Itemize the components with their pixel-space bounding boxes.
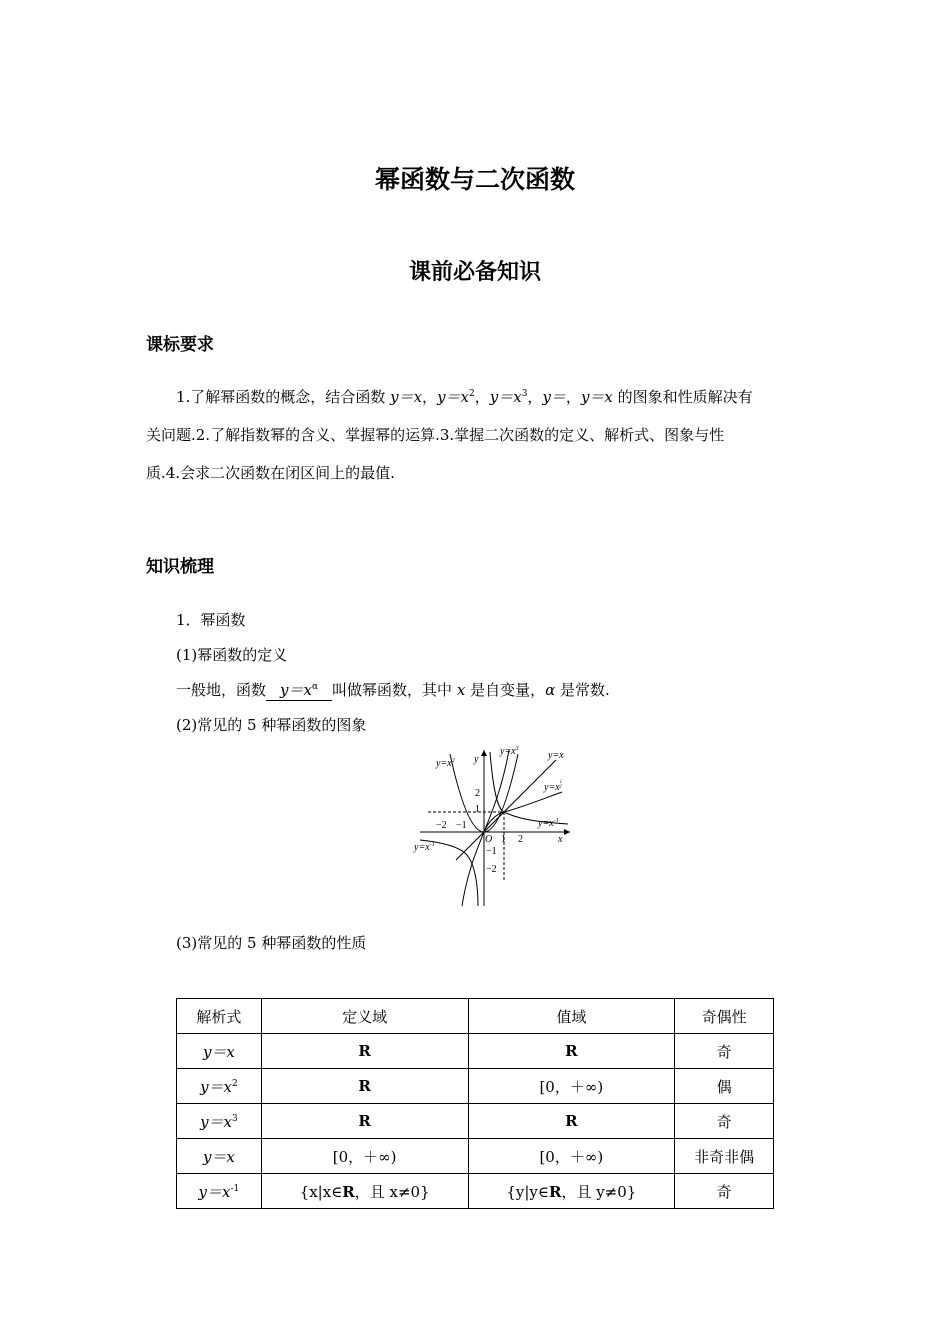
formula-text: y＝x: [200, 1112, 233, 1131]
def-x: x: [456, 681, 466, 699]
table-row: [177, 1104, 774, 1139]
tick-x-1: 1: [501, 834, 506, 845]
formula-text: y＝x: [198, 1182, 231, 1201]
header-parity: 奇偶性: [675, 999, 774, 1034]
tick-x-2: 2: [518, 834, 523, 845]
cell-domain: [0，＋∞): [261, 1139, 468, 1174]
cell-range: [468, 1174, 675, 1209]
cell-parity: 偶: [675, 1069, 774, 1104]
cell-range: [0，＋∞): [468, 1139, 675, 1174]
cell-formula: [177, 1174, 262, 1209]
req-f2-exp: 2: [469, 389, 475, 399]
requirements-line-3: 质.4.会求二次函数在闭区间上的最值.: [146, 464, 395, 482]
label-y-sqrt: $y=x^1$ 2: [544, 780, 563, 793]
requirements-line-2: 关问题.2.了解指数幂的含义、掌握幂的运算.3.掌握二次函数的定义、解析式、图象与性: [146, 426, 725, 444]
def-formula-exp: α: [311, 682, 319, 692]
def-formula: y＝x: [280, 681, 312, 699]
tick-y-neg2: −2: [486, 864, 497, 875]
label-x-axis: x: [558, 834, 563, 845]
definition-heading: (1)幂函数的定义: [176, 646, 288, 664]
req-f4: y＝: [542, 388, 566, 406]
req-f1: y＝x: [390, 388, 423, 406]
label-y-x3: $y=x^3$: [500, 746, 519, 757]
x-axis-arrow: [564, 829, 570, 835]
cell-parity: 奇: [675, 1174, 774, 1209]
table-header-row: [177, 999, 774, 1034]
tick-x-neg2: −2: [436, 820, 447, 831]
formula-exp: 2: [232, 1078, 238, 1089]
domain-part-a: {x|x∈: [299, 1182, 343, 1201]
curve-y-x: [456, 760, 556, 860]
formula-exp: 3: [232, 1113, 238, 1124]
range-part-a: {y|y∈: [506, 1182, 549, 1201]
formula-text: y＝x: [202, 1147, 235, 1166]
heading-knowledge-review: 知识梳理: [146, 557, 214, 577]
domain-part-b: R: [342, 1182, 355, 1201]
document-title: 幂函数与二次函数: [374, 165, 575, 194]
formula-exp: -1: [230, 1183, 240, 1194]
label-y-inv-left: $y=x^{-1}$: [414, 842, 435, 853]
heading-course-requirements: 课标要求: [146, 335, 214, 355]
formula-text: y＝x: [200, 1077, 233, 1096]
req-sep3: ，: [527, 388, 543, 406]
def-formula-blank: [266, 679, 332, 701]
table-row: [177, 1139, 774, 1174]
cell-parity: 奇: [675, 1104, 774, 1139]
requirements-paragraph: [146, 378, 808, 492]
tick-x-neg1: −1: [456, 820, 467, 831]
range-part-c: ，且 y≠0}: [561, 1182, 637, 1201]
section-subtitle: 课前必备知识: [408, 259, 541, 285]
req-intro: 1.了解幂函数的概念，结合函数: [176, 388, 386, 406]
label-y-inv-right: $y=x^{-1}$: [538, 818, 559, 829]
label-origin: O: [485, 834, 493, 845]
def-end: 是常数.: [560, 681, 610, 699]
def-mid: 是自变量，: [470, 681, 546, 699]
def-pre: 一般地，函数: [176, 681, 267, 699]
cell-formula: [177, 1034, 262, 1069]
table-row: [177, 1069, 774, 1104]
cell-formula: [177, 1104, 262, 1139]
definition-line: [176, 679, 610, 701]
graph-heading: (2)常见的 5 种幂函数的图象: [176, 716, 367, 734]
requirements-line-1: [146, 378, 808, 416]
tick-y-neg1: −1: [486, 846, 497, 857]
cell-parity: 奇: [675, 1034, 774, 1069]
tick-y-1: 1: [475, 804, 480, 815]
label-y-x2: $y=x^2$: [436, 758, 455, 769]
cell-domain: R: [261, 1104, 468, 1139]
power-functions-graph: [410, 742, 580, 908]
domain-part-c: ，且 x≠0}: [354, 1182, 430, 1201]
req-f5: y＝x: [580, 388, 613, 406]
header-range: 值域: [468, 999, 675, 1034]
req-sep4: ，: [565, 388, 581, 406]
req-sep2: ，: [474, 388, 490, 406]
table-row: [177, 1034, 774, 1069]
def-post: 叫做幂函数，其中: [332, 681, 453, 699]
req-sep1: ，: [422, 388, 438, 406]
cell-range: [0，＋∞): [468, 1069, 675, 1104]
label-y-axis: y: [474, 754, 479, 765]
req-f3-exp: 3: [521, 389, 528, 399]
cell-formula: [177, 1139, 262, 1174]
header-formula: 解析式: [177, 999, 262, 1034]
label-y-x: y=x: [548, 750, 564, 761]
table-row: [177, 1174, 774, 1209]
req-f2: y＝x: [437, 388, 469, 406]
item-power-function: 1．幂函数: [176, 611, 246, 629]
cell-domain: [261, 1174, 468, 1209]
req-tail: 的图象和性质解决有: [617, 388, 753, 406]
formula-text: y＝x: [202, 1042, 235, 1061]
properties-table: [176, 998, 774, 1209]
y-axis-arrow: [481, 750, 487, 756]
properties-heading: (3)常见的 5 种幂函数的性质: [176, 934, 367, 952]
def-alpha: α: [545, 681, 556, 699]
cell-parity: 非奇非偶: [675, 1139, 774, 1174]
cell-range: R: [468, 1034, 675, 1069]
tick-y-2: 2: [475, 788, 480, 799]
cell-formula: [177, 1069, 262, 1104]
req-f3: y＝x: [489, 388, 522, 406]
header-domain: 定义域: [261, 999, 468, 1034]
cell-domain: R: [261, 1069, 468, 1104]
range-part-b: R: [548, 1182, 562, 1201]
cell-domain: R: [261, 1034, 468, 1069]
cell-range: R: [468, 1104, 675, 1139]
